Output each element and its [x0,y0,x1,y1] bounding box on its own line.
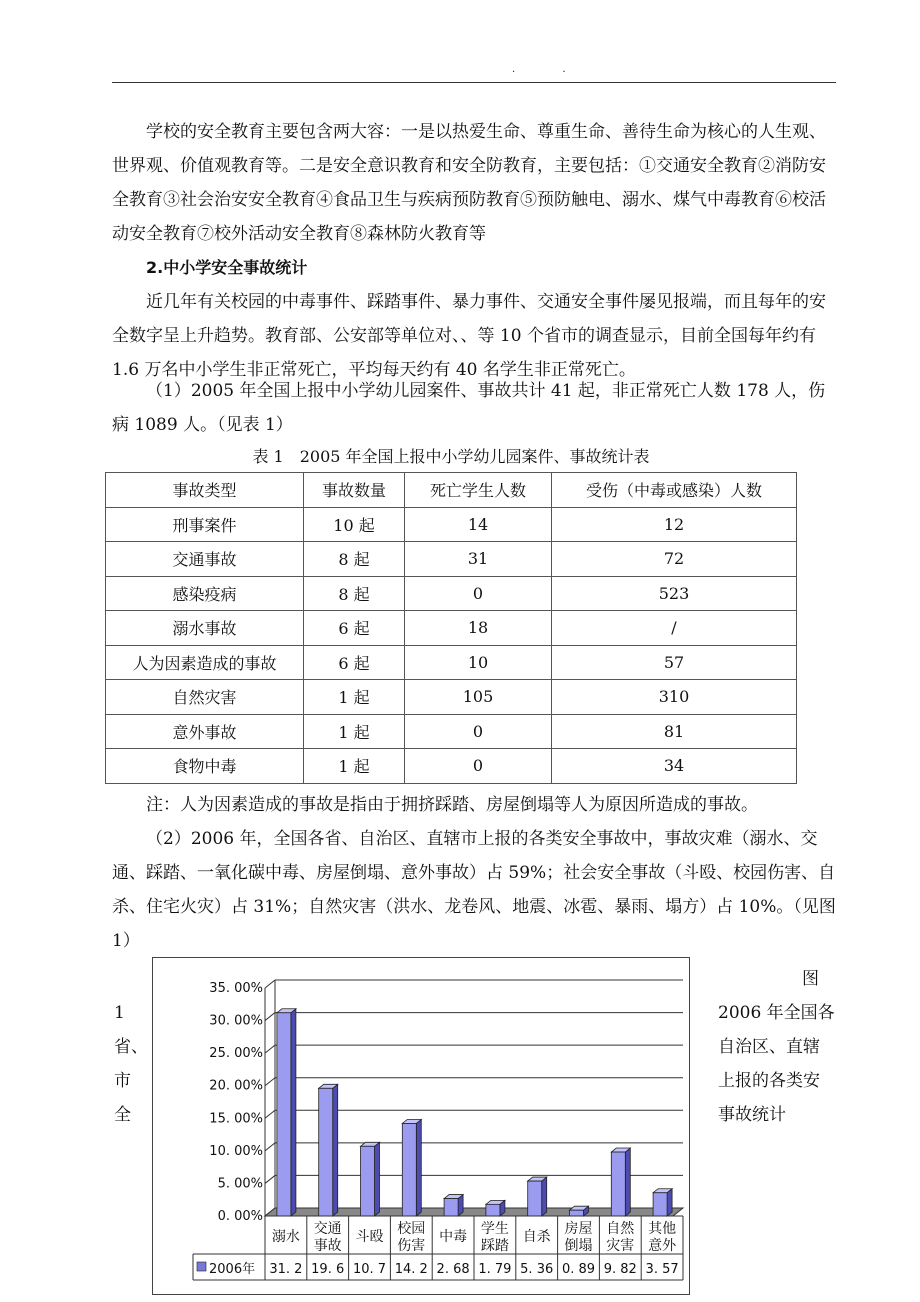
table-row [106,611,797,646]
right-side-fragment: 事故统计 [718,1105,786,1125]
table-cell: 交通事故 [106,542,304,577]
x-category-label: 事故 [313,1238,342,1254]
bar-side [333,1084,338,1216]
data-value-label: 9. 82 [603,1262,637,1277]
bar [444,1199,458,1216]
left-side-fragment: 全 [114,1105,131,1125]
stats-paragraph: 近几年有关校园的中毒事件、踩踏事件、暴力事件、交通安全事件屡见报端，而且每年的安全数字呈上升趋势。教育部、公安部等单位对、、等 10 个省市的调查显示，目前全国每年约有 1.6 万名中小学生非正常死亡，平均每天约有 40 名学生非正常死亡。 [112,292,826,380]
x-category-label: 交通 [313,1221,342,1237]
bar [528,1181,542,1216]
legend-label: 2006年 [209,1262,256,1277]
table-cell: 31 [405,542,552,577]
right-side-fragment: 图 [802,969,819,989]
bar-chart [153,958,689,1294]
table-cell: 人为因素造成的事故 [106,645,304,680]
left-side-fragment: 1 [114,1003,125,1023]
table-row [106,645,797,680]
left-side-fragment: 省、 [114,1037,148,1057]
table-cell: 溺水事故 [106,611,304,646]
chart-frame [152,957,690,1295]
table-cell: 6 起 [304,645,405,680]
bar-side [625,1148,630,1216]
bar [570,1210,584,1216]
gridline-diagonal [265,1078,275,1086]
gridline-diagonal [265,1110,275,1118]
table-cell: 10 [405,645,552,680]
table-cell: 感染疫病 [106,576,304,611]
gridline-diagonal [265,980,275,988]
table-row [106,749,797,784]
col-header: 受伤（中毒或感染）人数 [552,473,797,508]
table-row [106,542,797,577]
table-row [106,576,797,611]
data-value-label: 5. 36 [520,1262,554,1277]
right-side-fragment: 2006 年全国各 [718,1003,835,1023]
table-cell: 8 起 [304,542,405,577]
table-cell: 12 [552,507,797,542]
year-2005-paragraph: （1）2005 年全国上报中小学幼儿园案件、事故共计 41 起，非正常死亡人数 178 人，伤病 1089 人。（见表 1） [112,381,826,435]
data-value-label: 31. 2 [269,1262,303,1277]
data-value-label: 19. 6 [311,1262,345,1277]
left-side-fragment: 市 [114,1071,131,1091]
data-value-label: 14. 2 [394,1262,428,1277]
y-tick-label: 20. 00% [209,1078,263,1094]
table-cell: 1 起 [304,714,405,749]
bar [319,1088,333,1216]
table-cell: 意外事故 [106,714,304,749]
table-cell: 105 [405,680,552,715]
table-cell: 14 [405,507,552,542]
bar [653,1193,667,1216]
header-dots: . . [512,64,588,75]
x-category-label: 自杀 [522,1229,551,1245]
gridline-diagonal [265,1045,275,1053]
x-category-label: 溺水 [271,1229,300,1245]
bar-side [416,1119,421,1216]
right-side-fragment: 自治区、直辖 [718,1037,820,1057]
table-cell: 10 起 [304,507,405,542]
x-category-label: 自然 [606,1221,635,1237]
table-caption: 表 1 2005 年全国上报中小学幼儿园案件、事故统计表 [252,447,650,466]
bar [361,1146,375,1216]
x-category-label: 意外 [648,1238,677,1254]
table-cell: / [552,611,797,646]
legend-swatch [197,1262,206,1271]
table-cell: 0 [405,714,552,749]
col-header: 死亡学生人数 [405,473,552,508]
table-cell: 食物中毒 [106,749,304,784]
table-cell: 刑事案件 [106,507,304,542]
data-value-label: 0. 89 [561,1262,596,1277]
table-cell: 18 [405,611,552,646]
bar [402,1123,416,1216]
table-cell: 81 [552,714,797,749]
col-header: 事故类型 [106,473,304,508]
x-category-label: 伤害 [397,1238,426,1254]
table-row [106,714,797,749]
bar-side [291,1009,296,1216]
x-category-label: 斗殴 [355,1229,384,1245]
table-cell: 自然灾害 [106,680,304,715]
gridline-diagonal [265,1143,275,1151]
gridline-diagonal [265,1175,275,1183]
y-tick-label: 15. 00% [209,1111,263,1127]
bar-side [542,1177,547,1216]
bar [277,1013,291,1216]
table-cell: 0 [405,576,552,611]
x-category-label: 校园 [397,1221,426,1237]
y-tick-label: 0. 00% [217,1209,263,1224]
gridline-diagonal [265,1013,275,1021]
table-header-row [106,473,797,508]
x-category-label: 倒塌 [564,1238,593,1254]
table-cell: 72 [552,542,797,577]
table-cell: 523 [552,576,797,611]
x-category-label: 其他 [648,1221,677,1237]
bar [486,1204,500,1216]
data-value-label: 10. 7 [352,1262,387,1277]
y-tick-label: 35. 00% [209,981,263,996]
data-value-label: 1. 79 [478,1262,512,1277]
bar-side [375,1142,380,1216]
bar [611,1152,625,1216]
x-category-label: 学生 [480,1221,509,1237]
table-cell: 0 [405,749,552,784]
table-cell: 310 [552,680,797,715]
accident-table [105,472,797,784]
table-cell: 34 [552,749,797,784]
col-header: 事故数量 [304,473,405,508]
header-rule [112,82,836,83]
data-value-label: 3. 57 [645,1262,679,1277]
section-heading: 2.中小学安全事故统计 [146,258,308,277]
table-row [106,507,797,542]
y-tick-label: 5. 00% [217,1176,263,1192]
table-cell: 1 起 [304,680,405,715]
year-2006-paragraph: （2）2006 年，全国各省、自治区、直辖市上报的各类安全事故中，事故灾难（溺水、交通、踩踏、一氧化碳中毒、房屋倒塌、意外事故）占 59%；社会安全事故（斗殴、校园伤害、自杀、住宅火灾）占 31%；自然灾害（洪水、龙卷风、地震、冰雹、暴雨、塌方）占 10%。（见图 1） [112,829,836,951]
y-tick-label: 10. 00% [209,1143,263,1159]
intro-paragraph: 学校的安全教育主要包含两大容：一是以热爱生命、尊重生命、善待生命为核心的人生观、世界观、价值观教育等。二是安全意识教育和安全防教育，主要包括：①交通安全教育②消防安全教育③社会治安安全教育④食品卫生与疾病预防教育⑤预防触电、溺水、煤气中毒教育⑥校活动安全教育⑦校外活动安全教育⑧森林防火教育等 [112,122,826,244]
table-cell: 1 起 [304,749,405,784]
x-category-label: 中毒 [439,1229,468,1245]
x-category-label: 房屋 [564,1221,593,1237]
x-category-label: 踩踏 [480,1238,509,1254]
table-cell: 8 起 [304,576,405,611]
table-cell: 57 [552,645,797,680]
data-value-label: 2. 68 [436,1262,470,1277]
y-tick-label: 25. 00% [209,1046,263,1062]
bar-side [667,1189,672,1216]
table-cell: 6 起 [304,611,405,646]
right-side-fragment: 上报的各类安 [718,1071,820,1091]
table-row [106,680,797,715]
y-tick-label: 30. 00% [209,1013,263,1029]
table-note: 注：人为因素造成的事故是指由于拥挤踩踏、房屋倒塌等人为原因所造成的事故。 [146,795,758,815]
x-category-label: 灾害 [606,1238,635,1254]
